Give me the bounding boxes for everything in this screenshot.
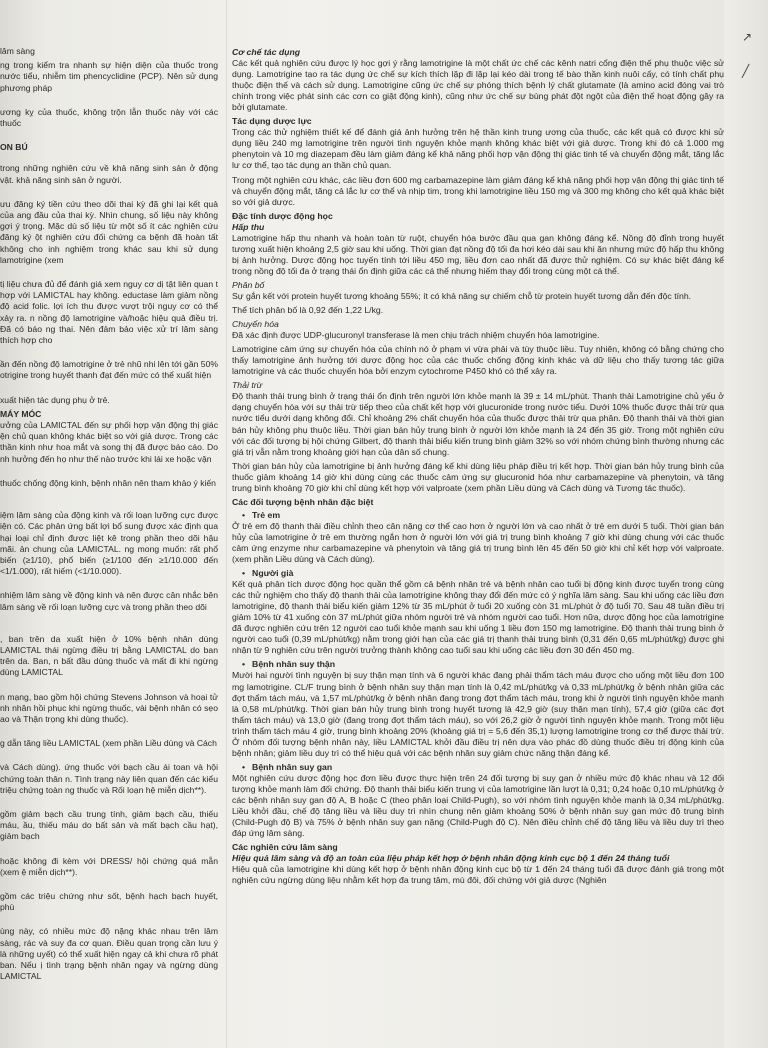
paragraph: tị liệu chưa đủ để đánh giá xem nguy cơ dị tật liên quan t hợp với LAMICTAL hay không. eductase làm giảm nồng độ acid folic. lợi ích thu được vượt trội nguy cơ có thể xảy ra. n nồng độ lamotrigine và/hoặc hiệu quả điều trị. Đã có báo ng thai. Nên đảm bảo việc xử trí lâm sàng thích hợp cho [0,279,218,346]
bullet-heading: • Bệnh nhân suy gan [242,762,724,773]
bullet-heading: • Bệnh nhân suy thận [242,659,724,670]
spacer [0,468,218,478]
section-heading: Các đối tượng bệnh nhân đặc biệt [232,496,374,507]
bullet-heading: • Người già [242,568,724,579]
paragraph: trong những nghiên cứu về khả năng sinh sản ở động vật. khả năng sinh sản ở người. [0,163,218,185]
paragraph: ưu đăng ký tiền cứu theo dõi thai kỳ đã ghi lại kết quả của ang đầu của thai kỳ. Nhìn chung, số liệu này không gợi ý trọng. Mặc dù số liệu từ một số ít các nghiên cứu đăng ký ột nghiên cứu đối chứng ca bệnh đã hoàn tất không cho inh nghiệm trong khác sau khi sử dụng lamotrigine (xem [0,198,218,265]
paragraph: Các kết quả nghiên cứu được lý học gợi ý rằng lamotrigine là một chất ức chế các kênh natri cổng điện thế phụ thuộc việc sử dụng. Lamotrigine tạo ra tác dụng ức chế sự kích thích lặp đi lặp lại kéo dài trong tế bào thần kinh nuôi cấy, có tính chất phụ thuộc điện thế và cách sử dụng. Lamotrigine cũng ức chế sự phóng thích bệnh lý chất glutamate (là amino acid đóng vai trò chính trong việc phát sinh các cơn co giật động kinh), cũng như ức chế sự bùng phát đột ngột của điện thế hoạt động gây ra bởi glutamate. [232,58,724,113]
paragraph: ần đến nồng độ lamotrigine ở trẻ nhũ nhi lên tới gần 50% otrigine trong huyết thanh đạt đến mức có thể xuất hiện [0,359,218,381]
paragraph: nhiệm lâm sàng về động kinh và nên được cân nhắc bên lâm sàng về rối loạn lưỡng cực và trong phần theo dõi [0,590,218,612]
paragraph: Hiệu quả của lamotrigine khi dùng kết hợp ở bệnh nhân động kinh cục bộ từ 1 đến 24 tháng tuổi đã được đánh giá trong một nghiên cứu ngừng dùng liệu nhằm kết hợp đa trung tâm, mù đôi, đối chứng với giả dược (Nghiên [232,864,724,886]
spacer [0,97,218,107]
paragraph: Trong một nghiên cứu khác, các liều đơn 600 mg carbamazepine làm giảm đáng kể khả năng phối hợp vận động thị giác tinh tế và chuyển động mắt, tăng cả lắc lư cơ thể và nhịp tim, trong khi lamotrigine liều 150 mg và 300 mg không cho kết quả khác biệt so với giả dược. [232,174,724,207]
spacer [0,752,218,762]
spacer [0,349,218,359]
paragraph: Ở trẻ em độ thanh thải điều chỉnh theo cân nặng cơ thể cao hơn ở người lớn và cao nhất ở trẻ em dưới 5 tuổi. Thời gian bán hủy của lamotrigine ở trẻ em thường ngắn hơn ở người lớn với giá trị trung bình khoảng 7 giờ khi dùng chung với các thuốc cảm ứng enzyme như carbamazepine và phenytoin và tăng giá trị trung bình lên 45 đến 50 giờ khi chỉ kết hợp với valproate. (xem phần Liều dùng và Cách dùng). [232,520,724,565]
paragraph: Lamotrigine hấp thu nhanh và hoàn toàn từ ruột, chuyển hóa bước đầu qua gan không đáng kể. Nồng độ đỉnh trong huyết tương xuất hiện khoảng 2,5 giờ sau khi uống. Thời gian đạt nồng độ tối đa hơi kéo dài sau khi ăn nhưng mức độ hấp thu không bị ảnh hưởng. Dược động học tuyến tính tới liều 450 mg, liều đơn cao nhất đã được thử nghiệm. Có sự khác biệt đáng kể trong nồng độ tối đa ở trạng thái ổn định giữa các cá thể nhưng hiếm thay đổi trong cùng một cá thể. [232,232,724,276]
paragraph: lâm sàng [0,46,35,56]
spacer [0,269,218,279]
paragraph: Trong các thử nghiệm thiết kế để đánh giá ảnh hưởng trên hệ thần kinh trung ương của thuốc, các kết quả có được khi sử dụng liều 240 mg lamotrigine trên người tình nguyện khỏe mạnh không khác biệt với giả dược. Trong khi đó cả 1.000 mg phenytoin và 10 mg diazepam đều làm giảm đáng kể khả năng phối hợp vận động thị giác tinh tế và chuyển động mắt, tăng lắc lư cơ thể, tạo tác dụng an thần chủ quan. [232,127,724,171]
subheading: Phân bố [232,279,265,290]
bullet-heading: • Trẻ em [242,510,724,521]
paragraph: iệm lâm sàng của động kinh và rối loạn lưỡng cực được iện có. Các phản ứng bất lợi bổ sung được xác định qua hại loại chỉ định được liệt kê trong phần theo dõi hậu mãi. ản chung của LAMICTAL. ng mong muốn: rất phổ biến (≥1/10), phổ biến (≥1/100 đến ≥1/10.000 đến <1/1.000), rất hiếm (<1/10.000). [0,510,218,577]
paper-fold [226,0,227,1048]
paragraph: n mạng, bao gồm hội chứng Stevens Johnson và hoại tử nh nhân hồi phục khi ngừng thuốc, vài bệnh nhân có sẹo ao và Thận trọng khi dùng thuốc). [0,691,218,724]
paper-curl-mark: ╱ [742,64,750,78]
spacer [0,580,218,590]
paper-curl-mark: ↗ [742,30,753,44]
spacer [0,881,218,891]
paragraph: ưởng của LAMICTAL đến sự phối hợp vận động thị giác ện chủ quan không khác biệt so với giả dược. Trong các thần kinh như hoa mắt và song thị đã được báo cáo. Do nh hưởng đến họ như thế nào trước khi lái xe hoặc vận [0,420,218,464]
subsection-heading: Hiệu quả lâm sàng và độ an toàn của liệu pháp kết hợp ở bệnh nhân động kinh cục bộ 1 đến 24 tháng tuổi [232,853,670,864]
section-heading: Đặc tính dược động học [232,210,333,221]
paragraph: gồm các triệu chứng như sốt, bệnh hạch bạch huyết, phù [0,890,218,913]
paragraph: Đã xác định được UDP-glucuronyl transferase là men chịu trách nhiệm chuyển hóa lamotrigine. [232,330,600,341]
spacer [0,616,218,634]
subsection-heading: Hấp thu [232,221,265,232]
right-column [232,47,724,1047]
spacer [0,916,218,926]
paragraph: gồm giảm bạch cầu trung tính, giảm bạch cầu, thiếu máu, ầu, thiếu máu do bất sản và mất bạch cầu hạt), giảm bạch [0,808,218,842]
spacer [0,682,218,692]
paragraph: Độ thanh thải trung bình ở trạng thái ổn định trên người lớn khỏe mạnh là 39 ± 14 mL/phút. Thanh thải Lamotrigine chủ yếu ở dạng chuyển hóa với sự thải trừ tiếp theo của chất kết hợp với glucuronide trong nước tiểu. Dưới 10% thuốc được thải trừ qua nước tiểu dưới dạng không đổi. Chỉ khoảng 2% chất chuyển hóa của thuốc được thải trừ qua phân. Độ thanh thải và thời gian bán hủy không phụ thuộc liều. Thời gian bán hủy trung bình ở người lớn khỏe mạnh là 24 đến 35 giờ. Trong một nghiên cứu với các đối tượng bị hội chứng Gilbert, độ thanh thải biểu kiến trung bình giảm 32% so với nhóm chứng bình thường nhưng các giá trị vẫn nằm trong khoảng giới hạn của dân số chung. [232,391,724,457]
paragraph: hoặc không đi kèm với DRESS/ hội chứng quá mẫn (xem ệ miễn dịch**). [0,855,218,877]
spacer [0,846,218,856]
spacer [0,385,218,395]
paragraph: Thể tích phân bố là 0,92 đến 1,22 L/kg. [232,305,384,316]
spacer [0,728,218,738]
paragraph: Thời gian bán hủy của lamotrigine bị ảnh hưởng đáng kể khi dùng liệu pháp điều trị kết hợp. Thời gian bán hủy trung bình của thuốc giảm khoảng 14 giờ khi dùng cùng các thuốc cảm ứng sự glucuronid hóa như carbamazepine và phenytoin, và tăng trung bình khoảng 70 giờ khi chỉ dùng kết hợp với valproate (xem phần Liều dùng và Cách dùng và Tương tác thuốc). [232,460,724,493]
paragraph: g dẫn tăng liều LAMICTAL (xem phần Liều dùng và Cách [0,738,217,749]
paragraph: Sự gắn kết với protein huyết tương khoảng 55%; ít có khả năng sự chiếm chỗ từ protein huyết tương dẫn đến độc tính. [232,290,692,301]
spacer [0,799,218,809]
section-heading: MÁY MÓC [0,408,42,419]
left-column [0,46,218,1036]
subheading: Thải trừ [232,380,263,391]
section-heading: ON BÚ [0,142,28,153]
paragraph: ng trong kiểm tra nhanh sự hiện diện của thuốc trong nước tiểu, nhiễm tim phencyclidine (PCP). Nên sử dụng phương pháp [0,60,218,93]
subsection-heading: Cơ chế tác dụng [232,47,301,57]
paragraph: Lamotrigine cảm ứng sự chuyển hóa của chính nó ở phạm vi vừa phải và tùy thuộc liều. Tuy nhiên, không có bằng chứng cho thấy lamotrigine ảnh hưởng tới dược động học của các thuốc chống động kinh khác và dữ liệu cho thấy tương tác giữa lamotrigine và các thuốc chuyển hóa bởi enzym cytochrome P450 khó có thể xảy ra. [232,344,724,377]
paragraph: xuất hiện tác dụng phụ ở trẻ. [0,394,110,405]
spacer [0,153,218,163]
spacer [0,189,218,199]
section-heading: Tác dụng dược lực [232,116,312,127]
paragraph: ương kỵ của thuốc, không trộn lẫn thuốc này với các thuốc [0,106,218,129]
page-edge [724,0,768,1048]
paragraph: Mười hai người tình nguyện bị suy thận mạn tính và 6 người khác đang phải thẩm tách máu được cho uống một liều đơn 100 mg lamotrigine. CL/F trung bình ở bệnh nhân suy thận mạn tính là 0,42 mL/phút/kg và 0,33 mL/phút/kg ở bệnh nhân giữa các đợt thẩm tách máu, và 1,57 mL/phút/kg ở bệnh nhân đang trong đợt thẩm tách máu, trong khi ở người tình nguyện khỏe mạnh là 0,58 mL/phút/kg. Thời gian bán hủy trung bình trong huyết tương là 42,9 giờ (suy thận mạn tính), 57,4 giờ (giữa các đợt thẩm tách máu) và 13,0 giờ (đang trong đợt thẩm tách máu), so với 26,2 giờ ở người tình nguyện khỏe mạnh. Trong một liệu trình thẩm tách máu 4 giờ, trung bình khoảng 20% (khoảng giá trị = 5,6 đến 35,1) lượng lamotrigine trong cơ thể được thải trừ. Ở nhóm đối tượng bệnh nhân này, liều LAMICTAL khởi đầu điều trị nên dựa vào phác đồ dùng thuốc điều trị động kinh của bệnh nhân; giảm liều duy trì có thể hiệu quả với các bệnh nhân suy giảm chức năng thận đáng kể. [232,670,724,758]
paragraph: , ban trên da xuất hiện ở 10% bệnh nhân dùng LAMICTAL thái ngừng điều trị bằng LAMICTAL do ban trên da. Ban, n bất đầu dùng thuốc và mất đi khi ngừng dùng LAMICTAL [0,633,218,678]
paragraph: Một nghiên cứu dược động học đơn liều được thực hiện trên 24 đối tượng bị suy gan ở nhiều mức độ khác nhau và 12 đối tượng khỏe mạnh làm đối chứng. Độ thanh thải biểu kiến trung vị của lamotrigine lần lượt là 0,31; 0,24 hoặc 0,10 mL/phút/kg ở các bệnh nhân suy gan độ A, B hoặc C (theo phân loại Child-Pugh), so với nhóm tình nguyện khỏe mạnh là 0,34 mL/phút/kg. Liều khởi đầu, chế độ tăng liều và liều duy trì nhìn chung nên giảm khoảng 50% ở bệnh nhân suy gan mức độ trung bình (Child-Pugh độ B) và 75% ở bệnh nhân suy gan nặng (Child-Pugh độ C). Nên điều chỉnh chế độ tăng liều và liều duy trì theo đáp ứng lâm sàng. [232,772,724,839]
paragraph: thuốc chống động kinh, bệnh nhân nên tham khảo ý kiến [0,477,216,488]
subheading: Chuyển hóa [232,319,279,330]
section-heading: Các nghiên cứu lâm sàng [232,842,338,853]
paragraph: và Cách dùng). ứng thuốc với bạch cầu ái toan và hội chứng toàn thân n. Tình trạng này liên quan đến các kiểu triệu chứng toàn ng thuốc và Rối loạn hệ miễn dịch**). [0,762,218,795]
spacer [0,492,218,510]
paragraph: Kết quả phân tích dược động học quần thể gồm cả bệnh nhân trẻ và bệnh nhân cao tuổi bị động kinh được tuyển trong cùng các thử nghiệm cho thấy độ thanh thải của lamotrigine không thay đổi đến mức có ý nghĩa lâm sàng. Sau khi uống các liều đơn lamotrigine, độ thanh thải biểu kiến giảm 12% từ 35 mL/phút ở tuổi 20 xuống còn 31 mL/phút ở độ tuổi 70. Sau 48 tuần điều trị giảm 10% từ 41 xuống còn 37 mL/phút giữa nhóm người trẻ và nhóm người cao tuổi. Hơn nữa, dược động học của lamotrigine đã được nghiên cứu trên 12 người cao tuổi khỏe mạnh sau khi uống 1 liều đơn 150 mg lamotrigine. Độ thanh thải trung bình ở người cao tuổi (0,39 mL/phút/kg) nằm trong giới hạn của các giá trị thanh thải trung bình (0,31 đến 0,65 mL/phút/kg) được ghi nhận từ 9 nghiên cứu trên người trưởng thành không cao tuổi sau khi uống các liều đơn 30 đến 450 mg. [232,579,724,656]
paragraph: ùng này, có nhiều mức độ nặng khác nhau trên lâm sàng, rác và suy đa cơ quan. Điều quan trọng cần lưu ý là những uyết) có thể xuất hiện ngay cả khi chưa rõ phát ban. Nếu ị tình trạng bệnh nhân ngay và ngừng dùng LAMICTAL [0,926,218,982]
spacer [0,132,218,142]
